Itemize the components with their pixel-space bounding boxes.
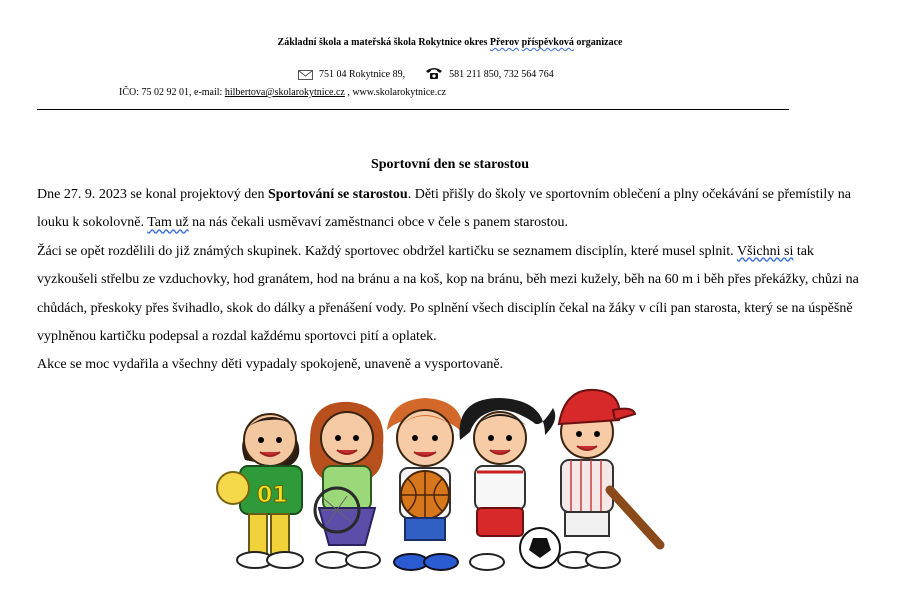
paragraph-1	[37, 181, 867, 238]
kid-girl-racket	[310, 402, 384, 568]
ico-text: IČO: 75 02 92 01, e-mail:	[119, 87, 225, 98]
paragraph-3: Akce se moc vydařila a všechny děti vypadaly spokojeně, unaveně a vysportovaně.	[37, 357, 504, 373]
p1-text-a: Dne 27. 9. 2023 se konal projektový den	[37, 187, 268, 202]
header-divider	[37, 109, 789, 110]
kids-sports-illustration	[215, 380, 665, 585]
p1-spellcheck-word: Tam už	[147, 215, 189, 231]
contact-line	[298, 66, 554, 80]
p1-text-b: . Děti přišly do školy ve sportovním oblečení a plny očekávání se přemístily na louku k sokolovně.	[37, 187, 851, 231]
school-org-word: příspěvková	[521, 37, 574, 48]
school-city: Přerov	[489, 37, 520, 48]
school-name-prefix: Základní škola a mateřská škola Rokytnice okres	[277, 37, 490, 48]
ico-email-line	[119, 87, 446, 98]
p2-spellcheck-word: Všichni si	[736, 243, 794, 259]
kid-basketball	[387, 398, 463, 570]
article-body	[37, 181, 867, 380]
paragraph-2	[37, 238, 867, 352]
kid-baseball-cap	[558, 390, 660, 568]
envelope-icon	[298, 70, 313, 80]
school-name-suffix: organizace	[573, 37, 623, 48]
kid-girl-red-shorts	[460, 398, 561, 570]
svg-text:01: 01	[257, 483, 288, 508]
telephone-icon	[425, 66, 443, 80]
email-link[interactable]: hilbertova@skolarokytnice.cz	[224, 87, 345, 98]
p2-text-b: tak vyzkoušeli střelbu ze vzduchovky, hod granátem, hod na bránu a na koš, kop na bránu, běh mezi kužely, běh na 60 m i běh přes překážky, chůzi na chůdách, přeskoky přes švihadlo, skok do dálky a přenášení vody. Po splnění všech disciplín čekal na žáky v cíli pan starosta, který se na úspěšně vyplněnou kartičku podepsal a rozdal každému sportovci pití a oplatek.	[37, 243, 859, 345]
phone-text: 581 211 850, 732 564 764	[449, 69, 554, 80]
p1-text-c: na nás čekali usměvaví zaměstnanci obce v čele s panem starostou.	[188, 215, 569, 231]
kid-green-shirt	[217, 414, 303, 568]
p2-text-a: Žáci se opět rozdělili do již známých skupinek. Každý sportovec obdržel kartičku se seznamem disciplín, které musel splnit.	[37, 243, 737, 259]
address-text: 751 04 Rokytnice 89,	[319, 69, 406, 80]
article-title: Sportovní den se starostou	[370, 157, 530, 172]
school-name	[0, 37, 900, 48]
website-text: , www.skolarokytnice.cz	[344, 87, 447, 98]
p1-bold-event: Sportování se starostou	[267, 187, 408, 202]
